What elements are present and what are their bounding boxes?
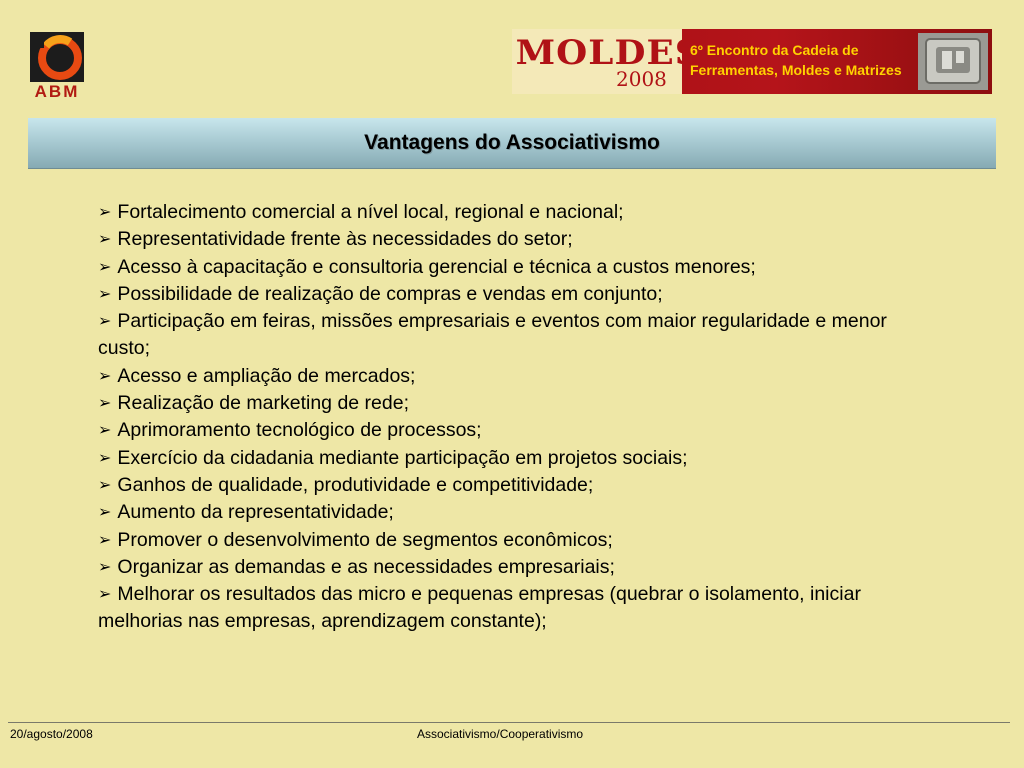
list-item	[98, 581, 938, 636]
arrow-bullet-icon: ➢	[98, 313, 112, 331]
page-title: Vantagens do Associativismo	[364, 131, 660, 154]
moldes-year: 2008	[616, 67, 667, 91]
list-item	[98, 308, 938, 363]
abm-ring-icon	[30, 32, 84, 82]
list-item	[98, 281, 938, 308]
arrow-bullet-icon: ➢	[98, 258, 112, 276]
moldes-brand: MOLDES	[515, 33, 702, 73]
arrow-bullet-icon: ➢	[98, 586, 112, 604]
list-item	[98, 254, 938, 281]
list-item-text: Realização de marketing de rede;	[117, 392, 409, 415]
event-line-2: Ferramentas, Moldes e Matrizes	[690, 62, 902, 78]
footer-topic: Associativismo/Cooperativismo	[417, 727, 584, 741]
list-item	[98, 390, 938, 417]
abm-logo-text: ABM	[34, 82, 80, 101]
abm-logo	[28, 30, 86, 102]
arrow-bullet-icon: ➢	[98, 367, 112, 385]
arrow-bullet-icon: ➢	[98, 231, 112, 249]
list-item-text: Acesso à capacitação e consultoria gerencial e técnica a custos menores;	[117, 255, 756, 278]
list-item	[98, 417, 938, 444]
list-item	[98, 499, 938, 526]
list-item	[98, 363, 938, 390]
event-name	[690, 40, 910, 80]
footer-divider	[8, 722, 1010, 723]
arrow-bullet-icon: ➢	[98, 531, 112, 549]
list-item-text: Melhorar os resultados das micro e pequenas empresas (quebrar o isolamento, iniciar melhorias nas empresas, aprendizagem constante);	[98, 583, 861, 633]
mold-image-icon	[918, 33, 988, 90]
title-bar	[28, 118, 996, 169]
list-item	[98, 199, 938, 226]
arrow-bullet-icon: ➢	[98, 449, 112, 467]
list-item-text: Aprimoramento tecnológico de processos;	[117, 419, 482, 442]
arrow-bullet-icon: ➢	[98, 558, 112, 576]
arrow-bullet-icon: ➢	[98, 285, 112, 303]
list-item-text: Participação em feiras, missões empresariais e eventos com maior regularidade e menor custo;	[98, 310, 887, 360]
moldes-logo	[512, 29, 702, 94]
list-item-text: Acesso e ampliação de mercados;	[117, 364, 416, 387]
list-item	[98, 472, 938, 499]
list-item-text: Possibilidade de realização de compras e vendas em conjunto;	[117, 282, 663, 305]
list-item	[98, 527, 938, 554]
footer-date: 20/agosto/2008	[10, 727, 93, 741]
list-item-text: Ganhos de qualidade, produtividade e competitividade;	[117, 473, 594, 496]
list-item-text: Aumento da representatividade;	[117, 501, 394, 524]
event-banner	[512, 29, 992, 94]
list-item-text: Representatividade frente às necessidades do setor;	[117, 228, 573, 251]
arrow-bullet-icon: ➢	[98, 504, 112, 522]
arrow-bullet-icon: ➢	[98, 422, 112, 440]
advantages-list	[98, 199, 938, 636]
list-item-text: Exercício da cidadania mediante participação em projetos sociais;	[117, 446, 688, 469]
list-item	[98, 445, 938, 472]
arrow-bullet-icon: ➢	[98, 395, 112, 413]
list-item-text: Promover o desenvolvimento de segmentos econômicos;	[117, 528, 613, 551]
arrow-bullet-icon: ➢	[98, 476, 112, 494]
list-item-text: Fortalecimento comercial a nível local, regional e nacional;	[117, 201, 624, 223]
list-item	[98, 554, 938, 581]
list-item	[98, 226, 938, 253]
arrow-bullet-icon: ➢	[98, 204, 112, 221]
event-line-1: 6º Encontro da Cadeia de	[690, 42, 859, 58]
list-item-text: Organizar as demandas e as necessidades empresariais;	[117, 555, 615, 578]
